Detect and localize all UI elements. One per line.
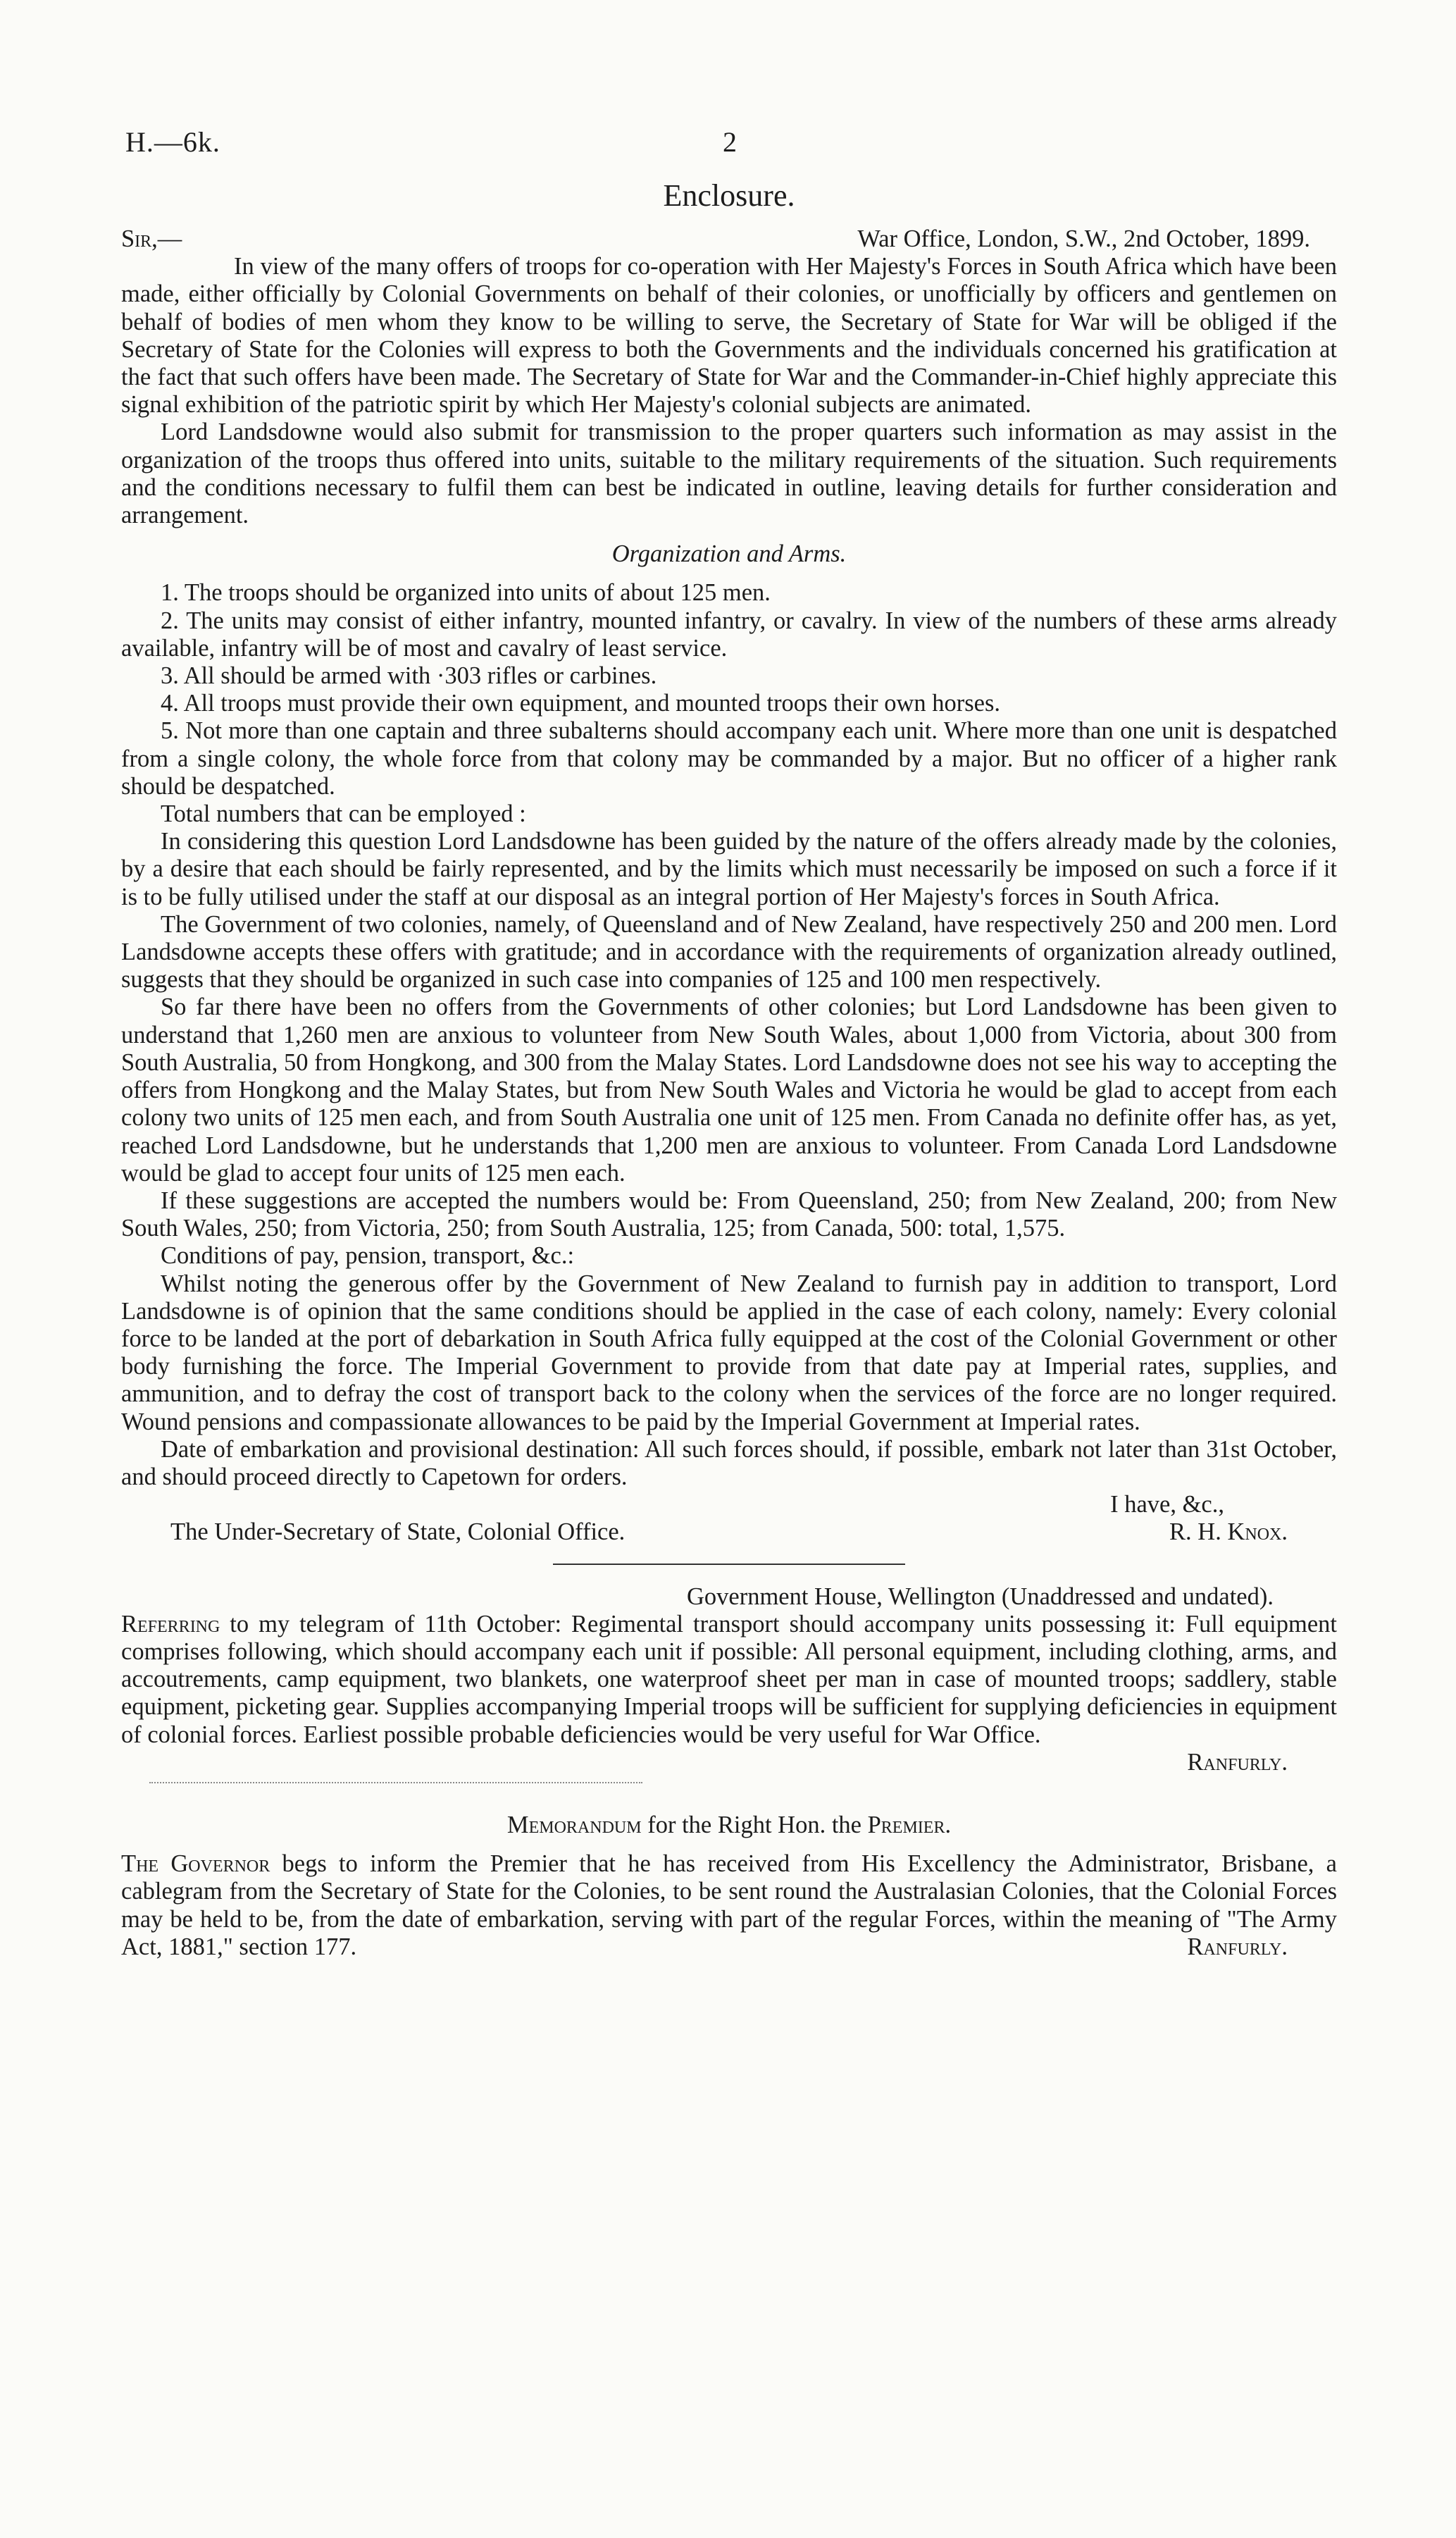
paragraph: The Government of two colonies, namely, of Queensland and of New Zealand, have respectively 250 and 200 men. Lord Landsdowne accepts these offers with gratitude; and in accordance with the requirements of organization already outlined, suggests that they should be organized in such case into companies of 125 and 100 men respectively. <box>121 910 1337 993</box>
page-header <box>125 125 1323 168</box>
closing: I have, &c., <box>1110 1491 1224 1518</box>
section-divider <box>553 1564 905 1565</box>
paragraph: In considering this question Lord Landsdowne has been guided by the nature of the offers already made by the colonies, by a desire that each should be fairly represented, and by the limits which must necessarily be imposed on such a force if it is to be fully utilised under the staff at our disposal as an integral portion of Her Majesty's forces in South Africa. <box>121 828 1337 910</box>
signature: Ranfurly. <box>1187 1748 1288 1776</box>
section-heading: Organization and Arms. <box>611 540 847 568</box>
memorandum-label: Memorandum <box>506 1811 642 1838</box>
memorandum-text: begs to inform the Premier that he has received from His Excellency the Administrator, Brisbane, a cablegram from the Secretary of State for the Colonies, to be sent round the Australasian Colonies, that the Colonial Forces may be held to be, from the date of embarkation, serving with part of the regular Forces, within the meaning of "The Army Act, 1881," section 177. <box>121 1850 1337 1960</box>
paragraph: Lord Landsdowne would also submit for transmission to the proper quarters such information as may assist in the organization of the troops thus offered into units, suitable to the military requirements of the situation. Such requirements and the conditions necessary to fulfil them can best be indicated in outline, leaving details for further consideration and arrangement. <box>121 419 1337 529</box>
subheading: Conditions of pay, pension, transport, &c.: <box>161 1242 575 1270</box>
addressee: The Under-Secretary of State, Colonial Office. <box>170 1518 626 1546</box>
signature: Ranfurly. <box>1187 1933 1288 1960</box>
lead-words: The Governor <box>121 1850 270 1878</box>
memorandum-heading-text: for the Right Hon. the <box>647 1811 861 1838</box>
address-date: War Office, London, S.W., 2nd October, 1899. <box>857 225 1310 252</box>
document-reference: H.—6k. <box>125 126 220 158</box>
memorandum-heading-premier: Premier. <box>867 1811 952 1838</box>
enclosure-title: Enclosure. <box>663 178 795 213</box>
document-body <box>121 176 1337 1961</box>
telegram-origin: Government House, Wellington (Unaddressed and undated). <box>686 1583 1274 1610</box>
telegram-text: to my telegram of 11th October: Regimental transport should accompany units possessing it: Full equipment comprises following, which should accompany each unit if possible: All personal equipment, including clothing, arms, and accoutrements, camp equipment, two blankets, one waterproof sheet per man in case of mounted troops; saddlery, stable equipment, picketing gear. Supplies accompanying Imperial troops will be sufficient for supplying deficiencies in equipment of colonial forces. Earliest possible probable deficiencies would be very useful for War Office. <box>121 1610 1337 1748</box>
paragraph: So far there have been no offers from the Governments of other colonies; but Lord Landsdowne has been given to understand that 1,260 men are anxious to volunteer from New South Wales, about 1,000 from Victoria, about 300 from South Australia, 50 from Hongkong, and 300 from the Malay States. Lord Landsdowne does not see his way to accepting the offers from Hongkong and the Malay States, but from New South Wales and Victoria he would be glad to accept from each colony two units of 125 men each, and from South Australia one unit of 125 men. From Canada no definite offer has, as yet, reached Lord Landsdowne, but he understands that 1,200 men are anxious to volunteer. From Canada Lord Landsdowne would be glad to accept four units of 125 men each. <box>121 993 1337 1187</box>
signature: R. H. Knox. <box>1169 1518 1288 1546</box>
list-item: 4. All troops must provide their own equipment, and mounted troops their own horses. <box>161 690 1001 717</box>
signature-row <box>121 1518 1337 1546</box>
subheading: Total numbers that can be employed : <box>161 800 526 828</box>
paragraph: If these suggestions are accepted the numbers would be: From Queensland, 250; from New Zealand, 200; from New South Wales, 250; from Victoria, 250; from South Australia, 125; from Canada, 500: total, 1,575. <box>121 1187 1337 1242</box>
letter-heading-row <box>121 225 1337 253</box>
paragraph: In view of the many offers of troops for co-operation with Her Majesty's Forces in South Africa which have been made, either officially by Colonial Governments on behalf of their colonies, or unofficially by officers and gentlemen on behalf of bodies of men whom they know to be willing to serve, the Secretary of State for War will be obliged if the Secretary of State for the Colonies will express to both the Governments and the individuals concerned his gratification at the fact that such offers have been made. The Secretary of State for War and the Commander-in-Chief highly appreciate this signal exhibition of the patriotic spirit by which Her Majesty's colonial subjects are animated. <box>121 253 1337 419</box>
lead-word: Referring <box>121 1610 220 1638</box>
dotted-divider <box>149 1782 642 1783</box>
list-item: 2. The units may consist of either infantry, mounted infantry, or cavalry. In view of the numbers of these arms already available, infantry will be of most and cavalry of least service. <box>121 607 1337 662</box>
list-item: 1. The troops should be organized into units of about 125 men. <box>161 579 771 607</box>
list-item: 5. Not more than one captain and three subalterns should accompany each unit. Where more than one unit is despatched from a single colony, the whole force from that colony may be commanded by a major. But no officer of a higher rank should be despatched. <box>121 717 1337 800</box>
telegram-body <box>121 1611 1337 1749</box>
paragraph: Date of embarkation and provisional destination: All such forces should, if possible, embark not later than 31st October, and should proceed directly to Capetown for orders. <box>121 1435 1337 1490</box>
list-item: 3. All should be armed with ·303 rifles or carbines. <box>161 662 657 690</box>
page-number: 2 <box>723 126 737 158</box>
paragraph: Whilst noting the generous offer by the Government of New Zealand to furnish pay in addition to transport, Lord Landsdowne is of opinion that the same conditions should be applied in the case of each colony, namely: Every colonial force to be landed at the port of debarkation in South Africa fully equipped at the cost of the Colonial Government or other body furnishing the force. The Imperial Government to provide from that date pay at Imperial rates, supplies, and ammunition, and to defray the cost of transport back to the colony when the services of the force are no longer required. Wound pensions and compassionate allowances to be paid by the Imperial Government at Imperial rates. <box>121 1270 1337 1435</box>
memorandum-heading <box>121 1812 1337 1839</box>
salutation: Sir,— <box>121 225 182 252</box>
